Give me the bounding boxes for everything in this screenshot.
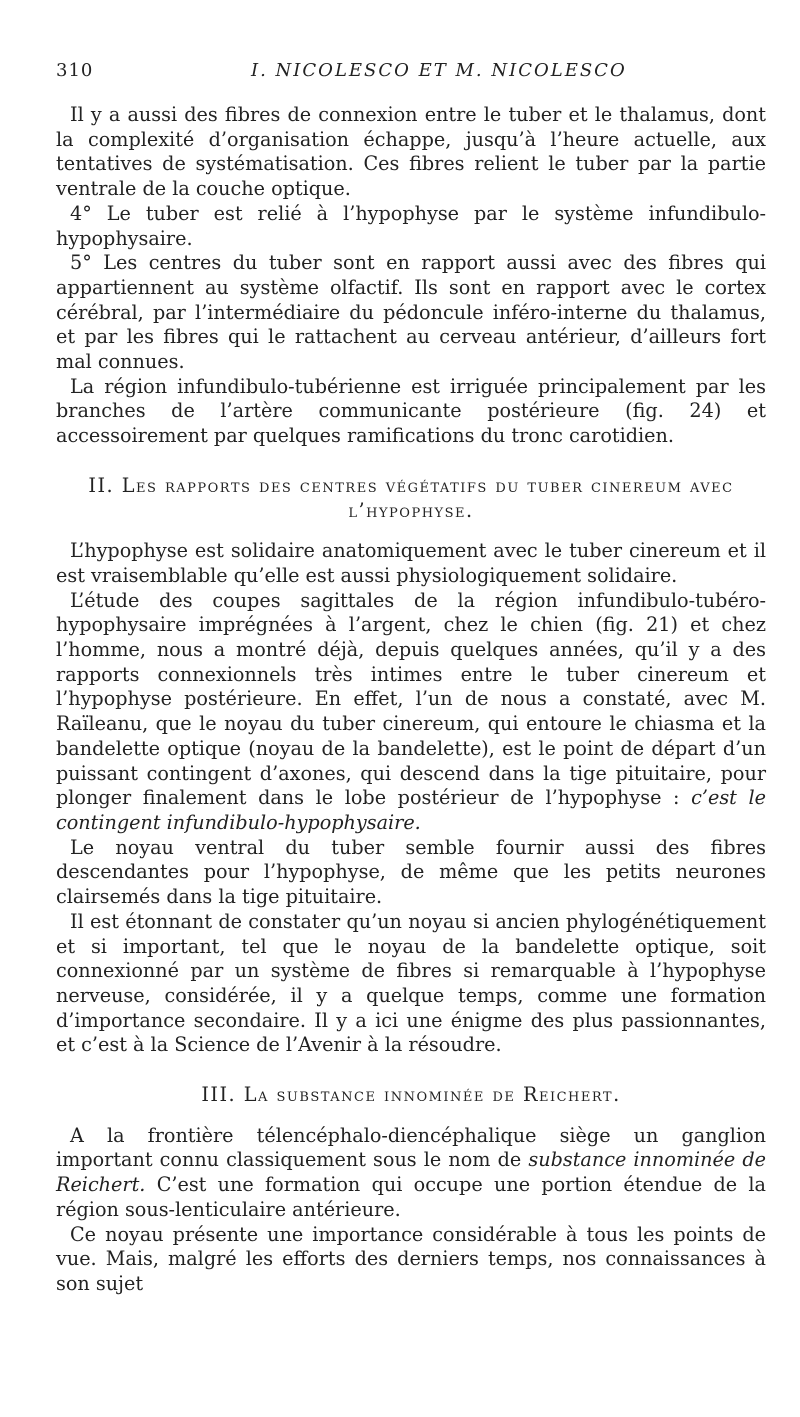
running-head: I. NICOLESCO ET M. NICOLESCO	[251, 60, 627, 81]
page-header	[56, 60, 760, 86]
paragraph: 4° Le tuber est relié à l’hypophyse par le système infundibulo-hypophysaire.	[56, 201, 766, 250]
paragraph: 5° Les centres du tuber sont en rapport aussi avec des fibres qui appartiennent au système olfactif. Ils sont en rapport avec le cortex cérébral, par l’intermédiaire du pédoncule inféro-interne du thalamus, et par les fibres qui le rattachent au cerveau antérieur, d’ailleurs fort mal connues.	[56, 251, 766, 374]
paragraph: Le noyau ventral du tuber semble fournir aussi des fibres descendantes pour l’hypophyse, de même que les petits neurones clairsemés dans la tige pituitaire.	[56, 835, 766, 909]
italic-term: c’est le contingent infundibulo-hypophysaire.	[56, 786, 766, 834]
paragraph: Il est étonnant de constater qu’un noyau si ancien phylogénétiquement et si important, tel que le noyau de la bandelette optique, soit connexionné par un système de fibres si remarquable à l’hypophyse nerveuse, considérée, il y a quelque temps, comme une formation d’importance secondaire. Il y a ici une énigme des plus passionnantes, et c’est à la Science de l’Avenir à la résoudre.	[56, 909, 766, 1057]
section-heading-2	[56, 474, 766, 523]
paragraph	[56, 589, 766, 836]
section-heading-line: l’hypophyse.	[348, 498, 474, 522]
italic-term: substance innominée de Reichert.	[56, 1148, 766, 1197]
section-heading-3: III. La substance innominée de Reichert.	[201, 1083, 621, 1107]
paragraph: Ce noyau présente une importance considérable à tous les points de vue. Mais, malgré les efforts des derniers temps, nos connaissances à son sujet	[56, 1222, 766, 1295]
page-body	[56, 103, 766, 1297]
paragraph: Il y a aussi des fibres de connexion entre le tuber et le thalamus, dont la complexité d’organisation échappe, jusqu’à l’heure actuelle, aux tentatives de systématisation. Ces fibres relient le tuber par la partie ventrale de la couche optique.	[56, 103, 766, 201]
paragraph: La région infundibulo-tubérienne est irriguée principalement par les branches de l’artère communicante postérieure (fig. 24) et accessoirement par quelques ramifications du tronc carotidien.	[56, 374, 766, 448]
paragraph-text: A la frontière télencéphalo-diencéphalique siège un ganglion important connu classiquement sous le nom de	[56, 1123, 766, 1172]
page-number: 310	[56, 60, 94, 81]
paragraph-text: C’est une formation qui occupe une portion étendue de la région sous-lenticulaire antérieure.	[56, 1173, 766, 1221]
paragraph: L’hypophyse est solidaire anatomiquement avec le tuber cinereum et il est vraisemblable qu’elle est aussi physiologiquement solidaire.	[56, 539, 766, 587]
paragraph-text: L’étude des coupes sagittales de la région infundibulo-tubéro-hypophysaire imprégnées à l’argent, chez le chien (fig. 21) et chez l’homme, nous a montré déjà, depuis quelques années, qu’il y a des rapports connexionnels très intimes entre le tuber cinereum et l’hypophyse postérieure. En effet, l’un de nous a constaté, avec M. Raïleanu, que le noyau du tuber cinereum, qui entoure le chiasma et la bandelette optique (noyau de la bandelette), est le point de départ d’un puissant contingent d’axones, qui descend dans la tige pituitaire, pour plonger finalement dans le lobe postérieur de l’hypophyse :	[56, 588, 766, 810]
paragraph	[56, 1124, 766, 1223]
section-heading-line: II. Les rapports des centres végétatifs du tuber cinereum avec	[88, 473, 734, 497]
